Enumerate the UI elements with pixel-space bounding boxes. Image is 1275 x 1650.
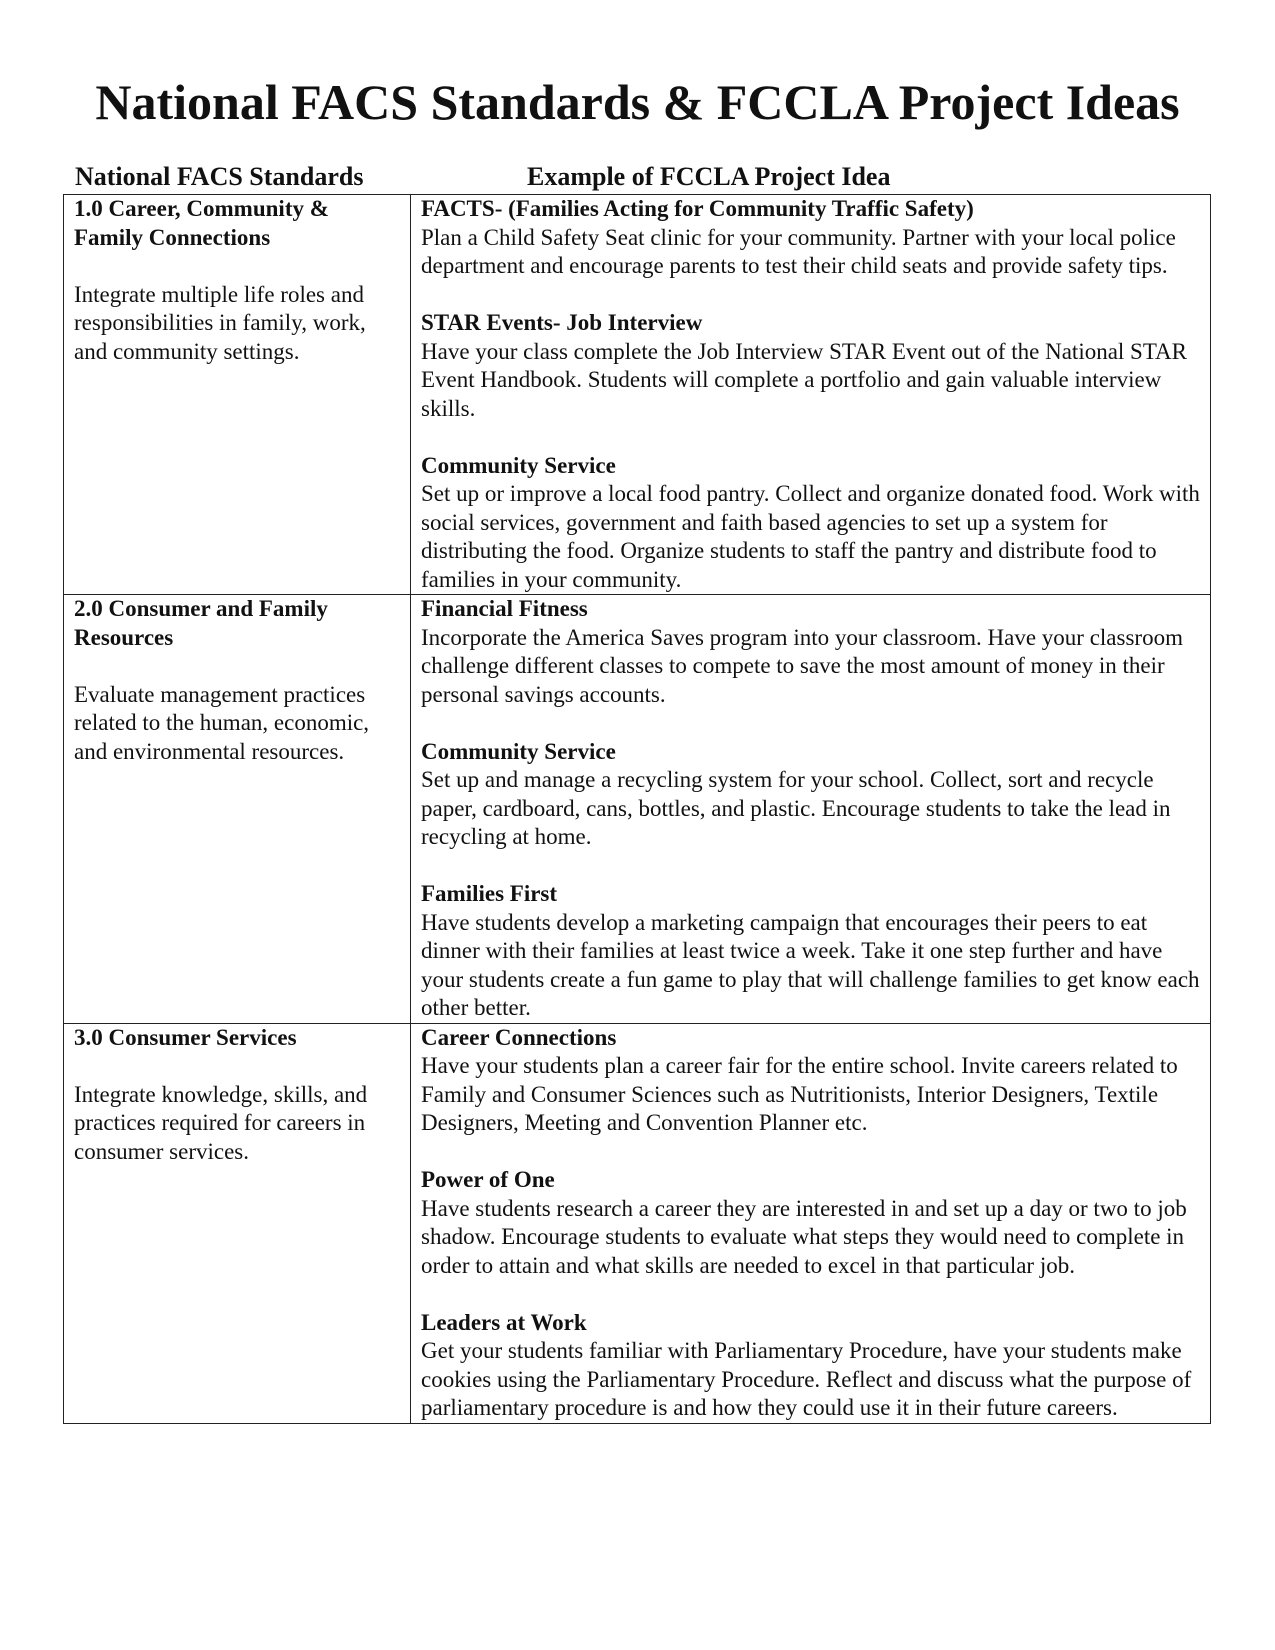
- project-text: Have students develop a marketing campaign that encourages their peers to eat dinner with their families at least twice a week. Take it one step further and have your students create a fun game to play that will challenge families to get know each other better.: [421, 909, 1200, 1020]
- project-text: Have your class complete the Job Interview STAR Event out of the National STAR Event Handbook. Students will complete a portfolio and gain valuable interview skills.: [421, 338, 1188, 421]
- project-title: Families First: [421, 881, 558, 906]
- standard-cell: [64, 595, 411, 1024]
- standard-description: Integrate multiple life roles and responsibilities in family, work, and community settings.: [74, 281, 366, 364]
- project-idea: [421, 595, 1202, 709]
- standards-column-header: National FACS Standards: [75, 162, 364, 191]
- standard-cell: [64, 195, 411, 595]
- column-headers: [75, 160, 1205, 194]
- project-text: Plan a Child Safety Seat clinic for your community. Partner with your local police department and encourage parents to test their child seats and provide safety tips.: [421, 224, 1176, 278]
- project-title: FACTS- (Families Acting for Community Traffic Safety): [421, 196, 974, 221]
- table-row: [64, 595, 1211, 1024]
- project-idea: [421, 738, 1202, 852]
- project-text: Get your students familiar with Parliamentary Procedure, have your students make cookies using the Parliamentary Procedure. Reflect and discuss what the purpose of parliamentary procedure is and how they could use it in their future careers.: [421, 1338, 1192, 1420]
- projects-cell: [411, 595, 1211, 1024]
- projects-column-header: Example of FCCLA Project Idea: [527, 162, 891, 191]
- project-text: Have students research a career they are interested in and set up a day or two to job shadow. Encourage students to evaluate what steps they would need to complete in order to attain and what skills are needed to excel in that particular job.: [421, 1195, 1187, 1278]
- table-row: [64, 1023, 1211, 1423]
- standard-description: Integrate knowledge, skills, and practices required for careers in consumer services.: [74, 1081, 368, 1164]
- project-text: Set up and manage a recycling system for your school. Collect, sort and recycle paper, cardboard, cans, bottles, and plastic. Encourage students to take the lead in recycling at home.: [421, 767, 1171, 849]
- page-title: National FACS Standards & FCCLA Project Ideas: [95, 74, 1180, 130]
- projects-cell: [411, 195, 1211, 595]
- standard-heading: 2.0 Consumer and Family Resources: [74, 596, 328, 650]
- project-idea: [421, 880, 1202, 1023]
- standard-description: Evaluate management practices related to the human, economic, and environmental resources.: [74, 681, 370, 764]
- project-title: Community Service: [421, 738, 616, 764]
- project-idea: [421, 309, 1202, 423]
- project-idea: [421, 1024, 1202, 1138]
- project-title: Leaders at Work: [421, 1309, 587, 1335]
- table-row: [64, 195, 1211, 595]
- project-idea: [421, 1166, 1202, 1280]
- project-idea: [421, 195, 1202, 281]
- standard-heading: 3.0 Consumer Services: [74, 1024, 297, 1050]
- project-title: Career Connections: [421, 1024, 617, 1050]
- standard-cell: [64, 1023, 411, 1423]
- project-idea: [421, 452, 1202, 595]
- project-text: Have your students plan a career fair for the entire school. Invite careers related to Family and Consumer Sciences such as Nutritionists, Interior Designers, Textile Designers, Meeting and Convention Planner etc.: [421, 1053, 1178, 1135]
- project-title: Community Service: [421, 452, 616, 478]
- project-title: STAR Events- Job Interview: [421, 310, 703, 335]
- project-text: Set up or improve a local food pantry. Collect and organize donated food. Work with social services, government and faith based agencies to set up a system for distributing the food. Organize students to staff the pantry and distribute food to families in your community.: [421, 481, 1200, 592]
- projects-cell: [411, 1023, 1211, 1423]
- project-title: Financial Fitness: [421, 596, 588, 621]
- standard-heading: 1.0 Career, Community & Family Connections: [74, 196, 329, 250]
- project-idea: [421, 1309, 1202, 1423]
- standards-table: [63, 194, 1211, 1424]
- project-title: Power of One: [421, 1167, 555, 1192]
- project-text: Incorporate the America Saves program into your classroom. Have your classroom challenge different classes to compete to save the most amount of money in their personal savings accounts.: [421, 624, 1183, 707]
